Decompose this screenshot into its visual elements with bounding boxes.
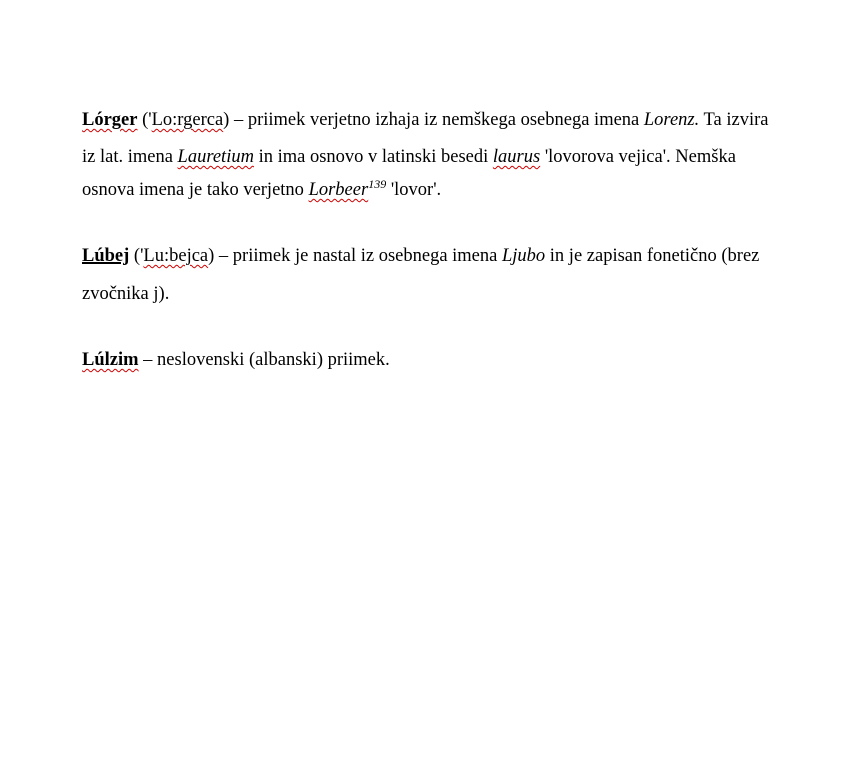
text-segment: Ta izvira xyxy=(699,110,769,130)
text-segment: (' xyxy=(129,246,144,266)
text-segment: iz lat. imena xyxy=(82,147,178,167)
text-segment: – neslovenski (albanski) priimek. xyxy=(138,350,390,370)
word-lorbeer: Lorbeer xyxy=(308,180,369,200)
text-segment: 'lovor'. xyxy=(386,180,442,200)
entry-lorger-line-3 xyxy=(82,177,442,201)
word-laurus: laurus xyxy=(492,147,541,167)
word-lauretium: Lauretium xyxy=(177,147,254,167)
entry-lorger-line-2 xyxy=(82,147,736,168)
pronunciation-lubej: Lu:bejca xyxy=(143,246,209,266)
text-segment: in je zapisan fonetično (brez xyxy=(545,246,760,266)
text-segment: in ima osnovo v latinski besedi xyxy=(253,147,493,167)
entry-lorger-line-1 xyxy=(82,110,768,131)
entry-lubej-line-2 xyxy=(82,284,169,305)
entry-lulzim-line-1 xyxy=(82,350,390,371)
text-segment: ) – priimek je nastal iz osebnega imena xyxy=(208,246,502,266)
text-segment: osnova imena je tako verjetno xyxy=(82,180,309,200)
headword-lubej: Lúbej xyxy=(82,246,130,266)
text-segment: ) – priimek verjetno izhaja iz nemškega osebnega imena xyxy=(223,110,644,130)
name-lorenz: Lorenz. xyxy=(643,110,700,130)
pronunciation-lorger: Lo:rgerca xyxy=(151,110,224,130)
text-segment: (' xyxy=(137,110,152,130)
entry-lubej-line-1 xyxy=(82,246,759,267)
name-ljubo: Ljubo xyxy=(501,246,546,266)
text-segment: 'lovorova vejica'. Nemška xyxy=(540,147,736,167)
headword-lorger: Lórger xyxy=(82,110,138,130)
footnote-marker-139[interactable]: 139 xyxy=(368,177,387,191)
text-segment: zvočnika j). xyxy=(82,284,170,304)
headword-lulzim: Lúlzim xyxy=(82,350,139,370)
